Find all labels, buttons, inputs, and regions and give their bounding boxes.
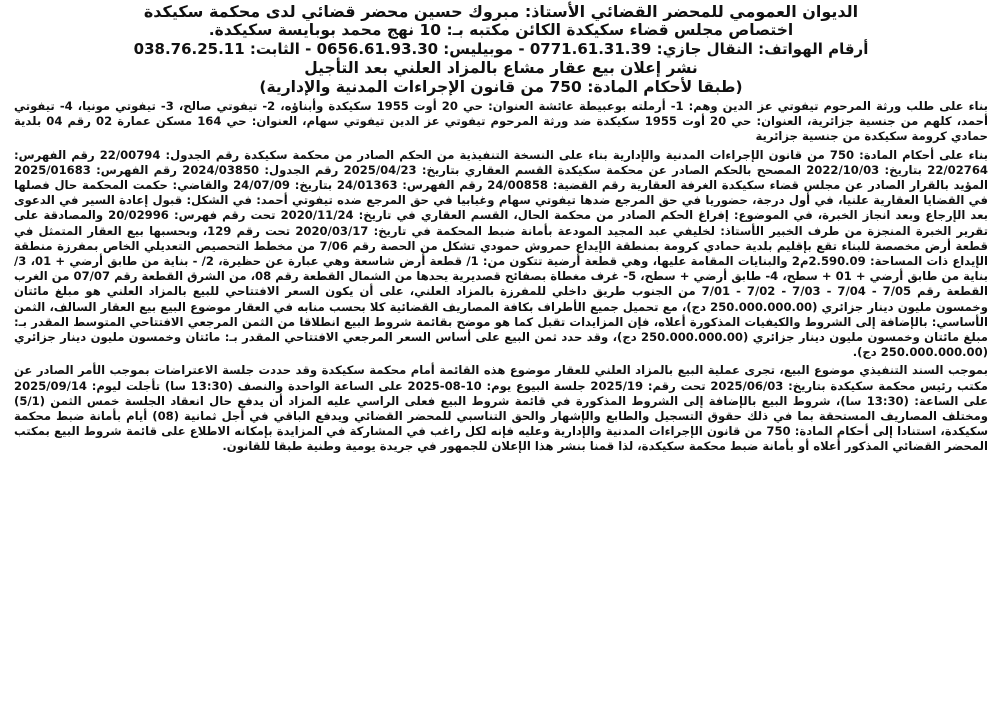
notice-body — [14, 99, 988, 455]
office-address: اختصاص مجلس قضاء سكيكدة الكائن مكتبه بـ: 10 نهج محمد بوبايسة سكيكدة. — [208, 21, 794, 39]
notice-title: نشر إعلان بيع عقار مشاع بالمزاد العلني بعد التأجيل — [304, 59, 698, 77]
phone-numbers: أرقام الهواتف: النقال جازي: 0771.61.31.39 - موبيليس: 0656.61.93.30 - الثابت: 038.76.25.11 — [133, 40, 869, 58]
office-title: الديوان العمومي للمحضر القضائي الأستاذ: مبروك حسين محضر قضائي لدى محكمة سكيكدة — [143, 2, 859, 21]
notice-subtitle: (طبقا لأحكام المادة: 750 من قانون الإجراءات المدنية والإدارية) — [259, 78, 743, 96]
sale-terms-paragraph: بموجب السند التنفيذي موضوع البيع، تجرى عملية البيع بالمزاد العلني للعقار موضوع هذه القائمة أمام محكمة سكيكدة وقد حددت جلسة الاعتراضات بموجب الأمر الصادر عن مكتب رئيس محكمة سكيكدة بتاريخ: 2025/06/03 تحت رقم: 2025/19 جلسة البيوع يوم: 10-08-2025 على الساعة الواحدة والنصف (13:30 سا) تأجلت ليوم: 2025/09/14 على الساعة: (13:30 سا)، شروط البيع بالإضافة إلى الشروط المذكورة في قائمة شروط البيع فعلى الراسي عليه المزاد أن يدفع حال انعقاد الجلسة خمس الثمن (5/1) ومختلف المصاريف المستحقة بما في ذلك حقوق التسجيل والطابع والإشهار والحق التناسبي للمحضر القضائي ويدفع الباقي في أجل ثمانية (08) أيام بأمانة ضبط محكمة سكيكدة، استنادا إلى أحكام المادة: 750 من قانون الإجراءات المدنية والإدارية وعليه فإنه لكل راغب في المشاركة في المزايدة بإمكانه الاطلاع على قائمة شروط البيع بمكتب المحضر القضائي المذكور أعلاه أو بأمانة ضبط محكمة سكيكدة، لذا قمنا بنشر هذا الإعلان للجمهور في جريدة يومية وطنية طبقا للقانون. — [14, 363, 989, 454]
notice-header — [14, 2, 988, 97]
judgment-paragraph: بناء على أحكام المادة: 750 من قانون الإجراءات المدنية والإدارية بناء على النسخة التنفيذية من الحكم الصادر من محكمة سكيكدة رقم الجدول: 22/00794 رقم الفهرس: 22/02764 بتاريخ: 2022/10/03 المصحح بالحكم الصادر عن محكمة سكيكدة القسم العقاري بتاريخ: 2025/04/23 رقم الجدول: 2024/03850 رقم الفهرس: 2025/01683 المؤيد بالقرار الصادر عن مجلس قضاء سكيكدة الغرفة العقارية رقم القضية: 24/00858 رقم الفهرس: 24/01363 بتاريخ: 24/07/09 والقاضي: حكمت المحكمة حال فصلها في القضايا العقارية علنيا، في أول درجة، حضوريا في حق المرجع ضدها تيفوتي سهام وغيابيا في حق المرجع ضده تيفوتي أحمد: في الشكل: قبول إعادة السير في الدعوى بعد الإرجاع وبعد انجاز الخبرة، في الموضوع: إفراغ الحكم الصادر من محكمة الحال، القسم العقاري في تاريخ: 2020/11/24 تحت رقم فهرس: 20/02996 والمصادقة على تقرير الخبرة المنجزة من طرف الخبير الأستاذ: لخليفي عبد المجيد المودعة بأمانة ضبط المحكمة في تاريخ: 2020/03/17 تحت رقم 129، وبحسبها بيع العقار المتمثل في قطعة أرض مخصصة للبناء تقع بإقليم بلدية حمادي كرومة بمنطقة الإيداع حمروش حمودي تشكل من الحصة رقم 7/06 من مخطط التحصيص التعديلي الخاص بمفرزة منطقة الإيداع ذات المساحة: 2.590.09م2 والبنايات المقامة عليها، وهي قطعة أرضية تتكون من: 1/ قطعة أرض شاسعة وهي عبارة عن حظيرة، 2/ - بناية من طابق أرضي + 01، 3/ بناية من طابق أرضي + 01 + سطح، 4- طابق أرضي + سطح، 5- غرف مغطاة بصفائح قصديرية يحدها من الشمال القطعة رقم 08، من الشرق القطعة رقم 07/07 من الغرب القطعة رقم 7/05 - 7/04 - 7/03 - 7/02 - 7/01 من الجنوب طريق داخلي للمفرزة بالمزاد العلني، على أن يكون السعر الافتتاحي للبيع بالمزاد العلني هو مبلغ مائتان وخمسون مليون دينار جزائري (250.000.000.00 دج)، مع تحميل جميع الأطراف بكافة المصاريف القضائية كلا بحسب منابه في العقار موضوع البيع بيع العقار السالف، الثمن الأساسي: بالإضافة إلى الشروط والكيفيات المذكورة أعلاه، فإن المزايدات تقبل كما هو موضح بقائمة شروط البيع انطلاقا من الثمن المرجعي الافتتاحي المتوسط المقدر بـ: مبلغ مائتان وخمسون مليون دينار جزائري (250.000.000.00 دج)، وقد حدد ثمن البيع على أساس السعر المرجعي الافتتاحي المقدر بـ: مائتان وخمسون مليون دينار جزائري (250.000.000.00 دج). — [14, 147, 989, 360]
parties-paragraph: بناء على طلب ورثة المرحوم تيفوتي عز الدين وهم: 1- أرملته بوعبيطة عائشة العنوان: حي 20 أوت 1955 سكيكدة وأبناؤه، 2- تيفوتي صالح، 3- تيفوتي مونيا، 4- تيفوتي أحمد، كلهم من جنسية جزائرية، العنوان: حي 20 أوت 1955 سكيكدة ضد ورثة المرحوم تيفوتي عز الدين تيفوتي سهام، العنوان: حي 164 مسكن عمارة 02 رقم 04 بلدية حمادي كرومة سكيكدة من جنسية جزائرية — [14, 99, 989, 144]
